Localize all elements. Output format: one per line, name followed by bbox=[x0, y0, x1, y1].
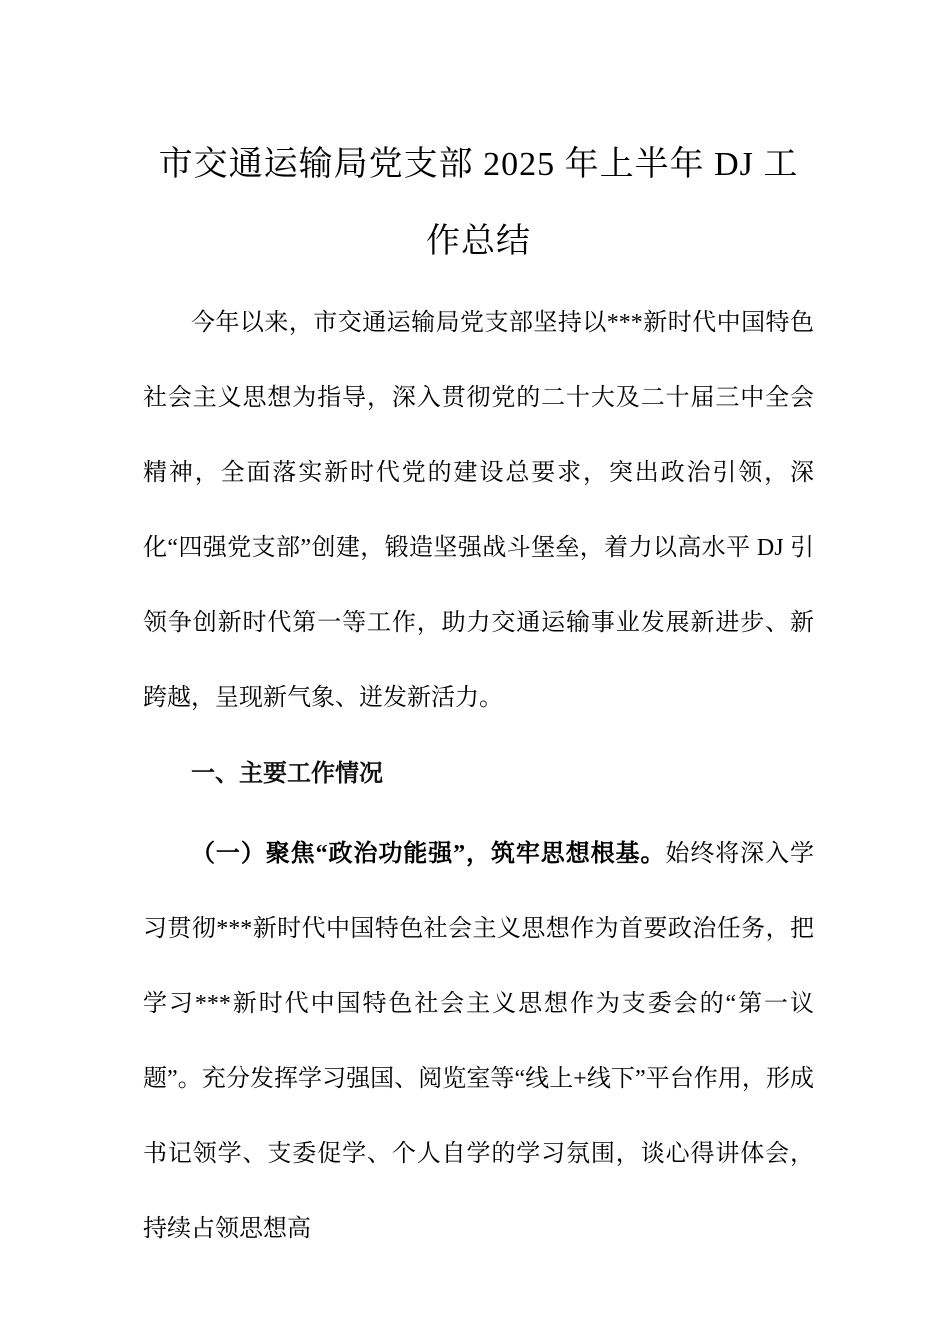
subsection-body-text: 始终将深入学习贯彻***新时代中国特色社会主义思想作为首要政治任务，把学习***新时代中国特色社会主义思想作为支委会的“第一议题”。充分发挥学习强国、阅览室等“线上+线下”平台作用，形成书记领学、支委促学、个人自学的学习氛围，谈心得讲体会，持续占领思想高 bbox=[143, 841, 815, 1242]
subsection-paragraph bbox=[143, 817, 814, 1267]
subsection-lead-sentence: （一）聚焦“政治功能强”，筑牢思想根基。 bbox=[191, 841, 666, 867]
document-title: 市交通运输局党支部 2025 年上半年 DJ 工作总结 bbox=[158, 146, 799, 260]
intro-paragraph: 今年以来，市交通运输局党支部坚持以***新时代中国特色社会主义思想为指导，深入贯彻党的二十大及二十届三中全会精神，全面落实新时代党的建设总要求，突出政治引领，深化“四强党支部”创建，锻造坚强战斗堡垒，着力以高水平 DJ 引领争创新时代第一等工作，助力交通运输事业发展新进步、新跨越，呈现新气象、迸发新活力。 bbox=[143, 310, 814, 711]
section-heading-main-work: 一、主要工作情况 bbox=[191, 760, 383, 787]
